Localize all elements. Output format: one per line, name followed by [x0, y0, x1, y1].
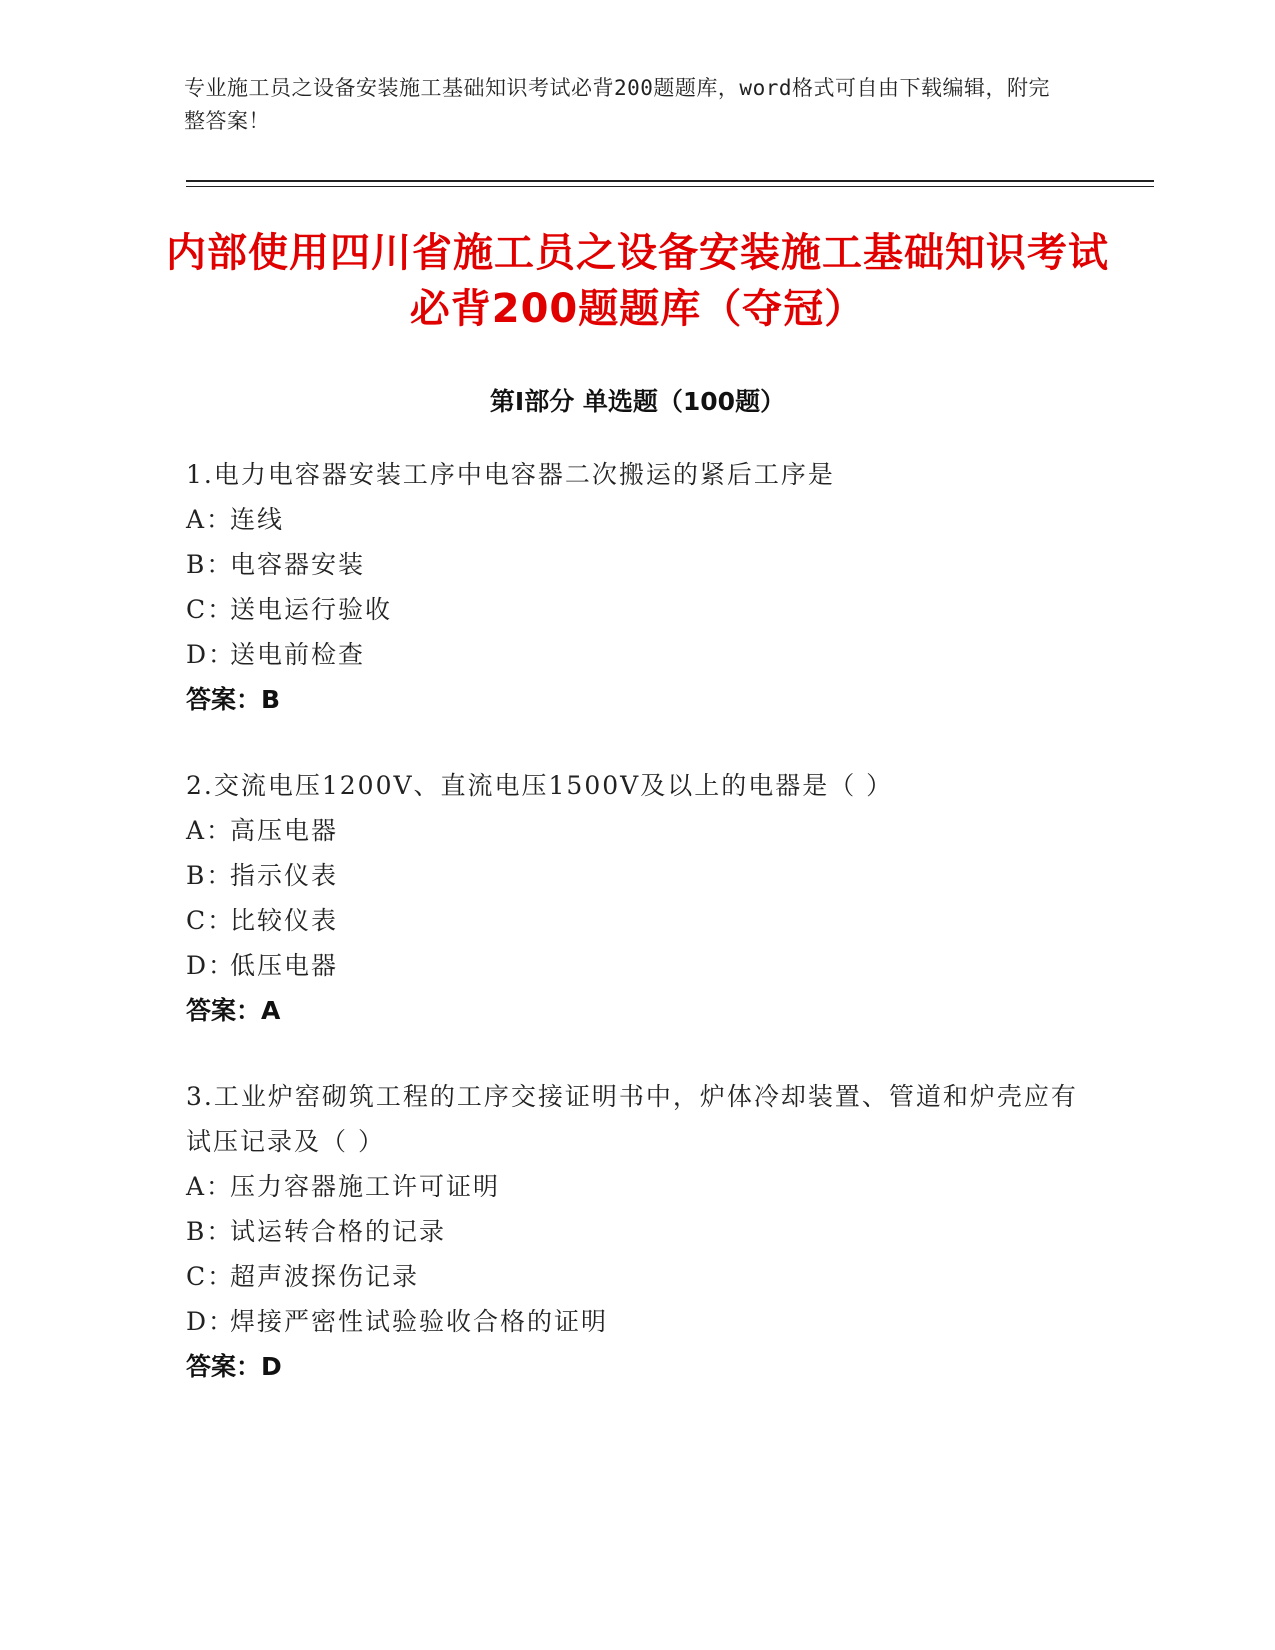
question-2: [186, 763, 1086, 1033]
option-a: [186, 1164, 1086, 1209]
option-a: [186, 808, 1086, 853]
option-key: D：: [186, 1307, 236, 1336]
answer: 答案：A: [186, 996, 281, 1025]
document-title: 内部使用四川省施工员之设备安装施工基础知识考试必背200题题库（夺冠）: [166, 230, 1109, 332]
option-key: B：: [186, 861, 234, 890]
option-key: B：: [186, 1217, 234, 1246]
question-3: [186, 1074, 1086, 1389]
answer: 答案：D: [186, 1352, 282, 1381]
section-heading: 第Ⅰ部分 单选题（100题）: [489, 387, 786, 416]
option-c: [186, 587, 1086, 632]
option-key: A：: [186, 505, 234, 534]
option-key: A：: [186, 816, 234, 845]
option-text: 试运转合格的记录: [230, 1217, 447, 1246]
option-d: [186, 632, 1086, 677]
option-key: B：: [186, 550, 234, 579]
header-rule-thin: [186, 186, 1154, 187]
option-text: 送电运行验收: [230, 595, 393, 624]
option-b: [186, 542, 1086, 587]
option-key: C：: [186, 595, 235, 624]
option-text: 焊接严密性试验验收合格的证明: [230, 1307, 609, 1336]
option-d: [186, 1299, 1086, 1344]
option-d: [186, 943, 1086, 988]
option-text: 指示仪表: [230, 861, 339, 890]
question-1: [186, 452, 1086, 722]
header-rule-thick: [186, 180, 1154, 182]
question-text: 2.交流电压1200V、直流电压1500V及以上的电器是（ ）: [186, 771, 894, 800]
question-text: 1.电力电容器安装工序中电容器二次搬运的紧后工序是: [186, 460, 835, 489]
option-text: 压力容器施工许可证明: [230, 1172, 501, 1201]
option-key: D：: [186, 640, 236, 669]
option-text: 连线: [230, 505, 285, 534]
question-text: 3.工业炉窑砌筑工程的工序交接证明书中，炉体冷却装置、管道和炉壳应有试压记录及（ ）: [186, 1082, 1078, 1156]
option-text: 超声波探伤记录: [230, 1262, 420, 1291]
option-text: 低压电器: [230, 951, 339, 980]
option-text: 送电前检查: [230, 640, 366, 669]
option-text: 电容器安装: [230, 550, 366, 579]
answer: 答案：B: [186, 685, 281, 714]
option-key: D：: [186, 951, 236, 980]
option-c: [186, 1254, 1086, 1299]
option-key: C：: [186, 1262, 235, 1291]
option-c: [186, 898, 1086, 943]
option-key: C：: [186, 906, 235, 935]
header-note: 专业施工员之设备安装施工基础知识考试必背200题题库，word格式可自由下载编辑，附完整答案！: [184, 76, 1050, 133]
option-text: 高压电器: [230, 816, 339, 845]
option-b: [186, 853, 1086, 898]
option-key: A：: [186, 1172, 234, 1201]
option-a: [186, 497, 1086, 542]
option-text: 比较仪表: [230, 906, 339, 935]
option-b: [186, 1209, 1086, 1254]
